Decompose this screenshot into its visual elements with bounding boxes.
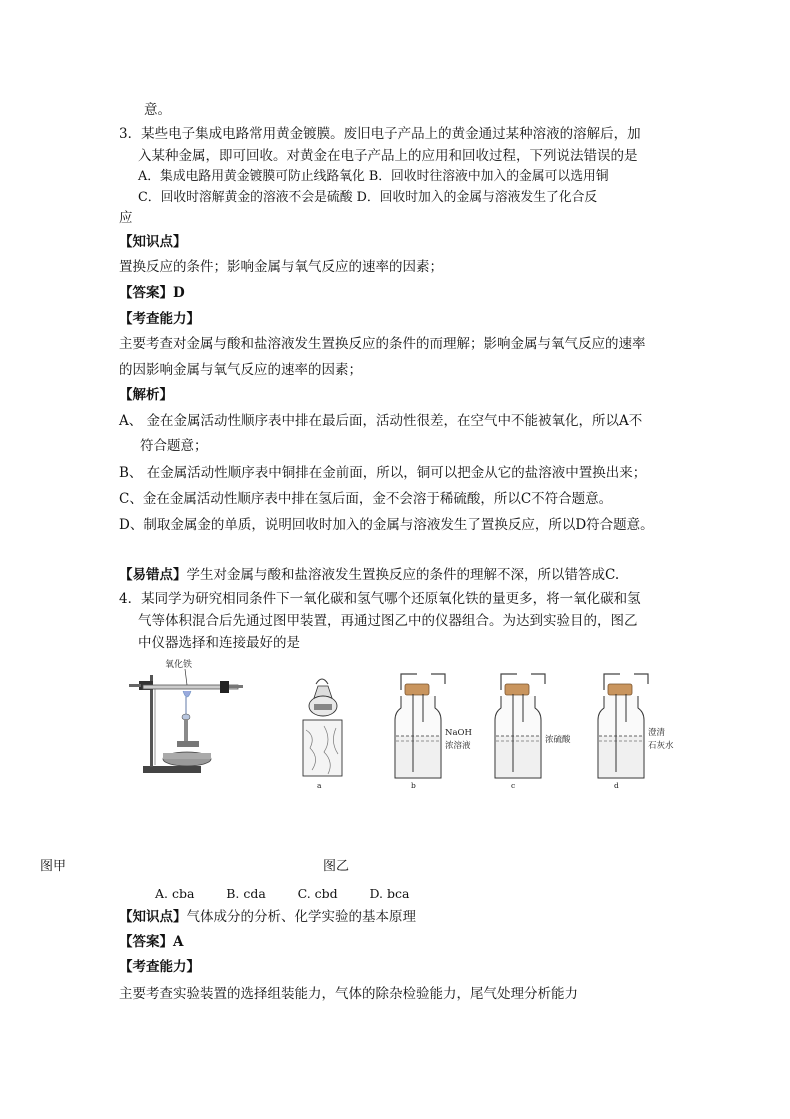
figure-jia-apparatus bbox=[125, 655, 250, 777]
q3-answer-value: D bbox=[173, 285, 185, 301]
q4-ability-heading: 【考查能力】 bbox=[119, 959, 200, 975]
q3-error-text: 学生对金属与酸和盐溶液发生置换反应的条件的理解不深，所以错答成C. bbox=[186, 567, 620, 583]
q3-analysis-a-line2: 符合题意； bbox=[140, 438, 208, 454]
q3-options-ab: A．集成电路用黄金镀膜可防止线路氧化 B．回收时往溶液中加入的金属可以选用铜 bbox=[138, 169, 609, 184]
q3-analysis-b: B、 在金属活动性顺序表中铜排在金前面，所以，铜可以把金从它的盐溶液中置换出来； bbox=[119, 465, 647, 481]
q3-continuation: 意。 bbox=[144, 102, 171, 118]
q3-error-line bbox=[119, 566, 619, 584]
q3-knowledge-text: 置换反应的条件；影响金属与氧气反应的速率的因素； bbox=[119, 259, 443, 275]
q4-ability-text: 主要考查实验装置的选择组装能力，气体的除杂检验能力，尾气处理分析能力 bbox=[119, 986, 578, 1002]
q4-answer-value: A bbox=[173, 934, 184, 950]
q4-answer-heading: 【答案】 bbox=[119, 934, 173, 950]
q3-answer-heading: 【答案】 bbox=[119, 285, 173, 301]
q3-analysis-heading: 【解析】 bbox=[119, 387, 173, 403]
sub-label-b: b bbox=[411, 781, 416, 790]
sub-label-d: d bbox=[614, 781, 619, 790]
sub-label-c: c bbox=[511, 781, 516, 790]
q3-options-cd: C．回收时溶解黄金的溶液不会是硫酸 D．回收时加入的金属与溶液发生了化合反 bbox=[138, 190, 598, 205]
q3-stem-line2: 入某种金属，即可回收。对黄金在电子产品上的应用和回收过程，下列说法错误的是 bbox=[138, 148, 638, 164]
q3-stem-line1: 3．某些电子集成电路常用黄金镀膜。废旧电子产品上的黄金通过某种溶液的溶解后，加 bbox=[119, 126, 641, 142]
q3-knowledge-heading: 【知识点】 bbox=[119, 234, 187, 250]
q3-analysis-d: D、制取金属金的单质，说明回收时加入的金属与溶液发生了置换反应，所以D符合题意。 bbox=[119, 517, 654, 533]
sub-label-a: a bbox=[317, 781, 322, 790]
q4-options: A. cba B. cda C. cbd D. bca bbox=[155, 886, 410, 901]
figure-yi-bottle-c bbox=[487, 668, 579, 790]
figure-yi-bottle-b bbox=[387, 668, 479, 790]
q3-answer-line bbox=[119, 284, 185, 302]
figure-yi-bottle-d bbox=[590, 668, 682, 790]
q3-ability-line2: 的因影响金属与氧气反应的速率的因素； bbox=[119, 362, 362, 378]
q4-answer-line bbox=[119, 933, 183, 951]
q3-options-cd-wrap: 应 bbox=[119, 210, 133, 226]
bottle-b-label-line1: NaOH bbox=[445, 728, 472, 738]
caption-figure-jia: 图甲 bbox=[40, 859, 67, 874]
bottle-d-label-line2: 石灰水 bbox=[648, 741, 674, 751]
q4-knowledge-line bbox=[119, 908, 416, 926]
q4-stem-line3: 中仪器选择和连接最好的是 bbox=[138, 635, 300, 651]
q3-error-heading: 【易错点】 bbox=[119, 567, 187, 583]
bottle-c-label: 浓硫酸 bbox=[545, 735, 571, 745]
caption-figure-yi: 图乙 bbox=[323, 859, 350, 874]
q3-ability-heading: 【考查能力】 bbox=[119, 311, 200, 327]
q4-stem-line1: 4．某同学为研究相同条件下一氧化碳和氢气哪个还原氧化铁的量更多，将一氧化碳和氢 bbox=[119, 591, 641, 607]
q4-knowledge-text: 气体成分的分析、化学实验的基本原理 bbox=[186, 909, 416, 925]
q3-analysis-c: C、金在金属活动性顺序表中排在氢后面，金不会溶于稀硫酸，所以C不符合题意。 bbox=[119, 491, 613, 507]
q4-stem-line2: 气等体积混合后先通过图甲装置，再通过图乙中的仪器组合。为达到实验目的，图乙 bbox=[138, 613, 638, 629]
q3-ability-line1: 主要考查对金属与酸和盐溶液发生置换反应的条件的而理解；影响金属与氧气反应的速率 bbox=[119, 336, 646, 352]
figure-jia-label: 氧化铁 bbox=[165, 660, 193, 670]
q3-analysis-a-line1: A、 金在金属活动性顺序表中排在最后面，活动性很差，在空气中不能被氧化，所以A不 bbox=[119, 413, 643, 429]
bottle-d-label-line1: 澄清 bbox=[648, 728, 666, 738]
figure-yi-apparatus-a bbox=[296, 670, 356, 792]
q4-knowledge-heading: 【知识点】 bbox=[119, 909, 187, 925]
bottle-b-label-line2: 浓溶液 bbox=[445, 741, 471, 751]
